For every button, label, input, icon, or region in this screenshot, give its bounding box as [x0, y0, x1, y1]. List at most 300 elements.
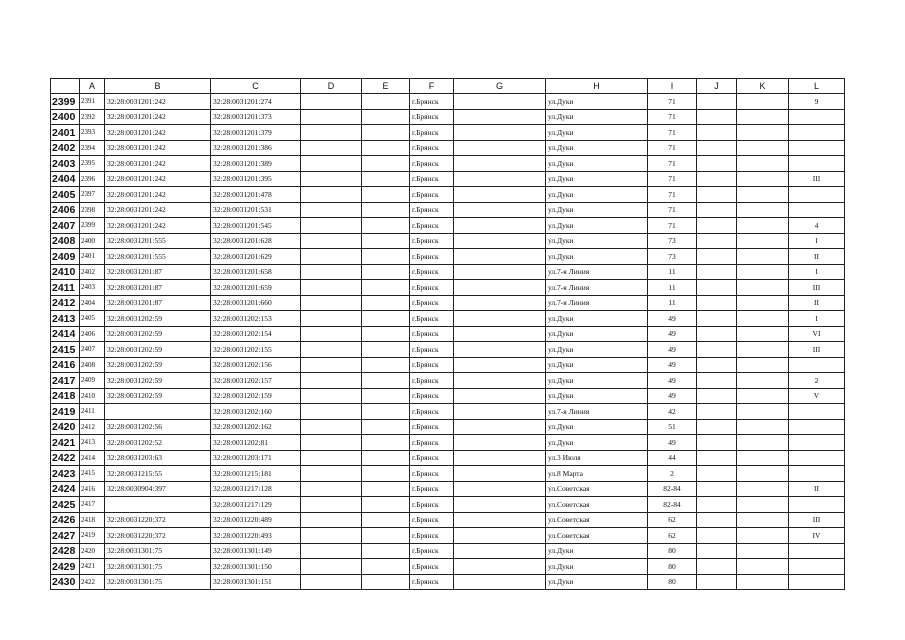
cell-g[interactable]: [454, 357, 546, 373]
cell-e[interactable]: [362, 497, 410, 513]
cell-h[interactable]: ул.Дуки: [546, 559, 648, 575]
row-number[interactable]: 2403: [51, 156, 80, 172]
cell-j[interactable]: [697, 559, 737, 575]
cell-a[interactable]: 2418: [80, 512, 105, 528]
cell-f[interactable]: г.Брянск: [410, 202, 454, 218]
cell-g[interactable]: [454, 574, 546, 590]
cell-a[interactable]: 2419: [80, 528, 105, 544]
cell-h[interactable]: ул.Дуки: [546, 140, 648, 156]
cell-e[interactable]: [362, 528, 410, 544]
cell-j[interactable]: [697, 94, 737, 110]
cell-d[interactable]: [301, 373, 362, 389]
cell-d[interactable]: [301, 171, 362, 187]
cell-b[interactable]: 32:28:0031202:59: [105, 311, 211, 327]
corner-cell[interactable]: [51, 79, 80, 94]
cell-i[interactable]: 62: [648, 512, 697, 528]
cell-g[interactable]: [454, 543, 546, 559]
cell-h[interactable]: ул.Дуки: [546, 311, 648, 327]
cell-c[interactable]: 32:28:0031217:129: [211, 497, 301, 513]
cell-d[interactable]: [301, 342, 362, 358]
cell-k[interactable]: [737, 202, 789, 218]
cell-i[interactable]: 49: [648, 342, 697, 358]
cell-h[interactable]: ул.7-я Линия: [546, 264, 648, 280]
cell-h[interactable]: ул.Дуки: [546, 109, 648, 125]
cell-c[interactable]: 32:28:0031201:379: [211, 125, 301, 141]
cell-g[interactable]: [454, 280, 546, 296]
cell-f[interactable]: г.Брянск: [410, 249, 454, 265]
row-number[interactable]: 2400: [51, 109, 80, 125]
cell-d[interactable]: [301, 388, 362, 404]
cell-f[interactable]: г.Брянск: [410, 512, 454, 528]
cell-e[interactable]: [362, 326, 410, 342]
cell-k[interactable]: [737, 466, 789, 482]
column-header-g[interactable]: G: [454, 79, 546, 94]
cell-k[interactable]: [737, 559, 789, 575]
cell-c[interactable]: 32:28:0031202:81: [211, 435, 301, 451]
cell-e[interactable]: [362, 233, 410, 249]
cell-e[interactable]: [362, 125, 410, 141]
cell-c[interactable]: 32:28:0031201:629: [211, 249, 301, 265]
row-number[interactable]: 2420: [51, 419, 80, 435]
cell-k[interactable]: [737, 233, 789, 249]
cell-d[interactable]: [301, 574, 362, 590]
cell-h[interactable]: ул.Дуки: [546, 94, 648, 110]
cell-g[interactable]: [454, 171, 546, 187]
cell-c[interactable]: 32:28:0031201:658: [211, 264, 301, 280]
cell-c[interactable]: 32:28:0031201:274: [211, 94, 301, 110]
cell-i[interactable]: 80: [648, 543, 697, 559]
cell-j[interactable]: [697, 233, 737, 249]
cell-a[interactable]: 2420: [80, 543, 105, 559]
cell-f[interactable]: г.Брянск: [410, 156, 454, 172]
row-number[interactable]: 2419: [51, 404, 80, 420]
cell-b[interactable]: 32:28:0030904:397: [105, 481, 211, 497]
cell-e[interactable]: [362, 280, 410, 296]
cell-c[interactable]: 32:28:0031301:150: [211, 559, 301, 575]
cell-g[interactable]: [454, 466, 546, 482]
cell-d[interactable]: [301, 280, 362, 296]
cell-d[interactable]: [301, 109, 362, 125]
cell-j[interactable]: [697, 249, 737, 265]
cell-c[interactable]: 32:28:0031202:155: [211, 342, 301, 358]
cell-e[interactable]: [362, 559, 410, 575]
cell-k[interactable]: [737, 450, 789, 466]
cell-l[interactable]: III: [789, 280, 845, 296]
cell-l[interactable]: I: [789, 311, 845, 327]
cell-d[interactable]: [301, 311, 362, 327]
cell-j[interactable]: [697, 574, 737, 590]
cell-f[interactable]: г.Брянск: [410, 481, 454, 497]
cell-i[interactable]: 2: [648, 466, 697, 482]
cell-e[interactable]: [362, 574, 410, 590]
cell-e[interactable]: [362, 342, 410, 358]
cell-d[interactable]: [301, 435, 362, 451]
row-number[interactable]: 2429: [51, 559, 80, 575]
cell-h[interactable]: ул.Дуки: [546, 202, 648, 218]
cell-c[interactable]: 32:28:0031202:160: [211, 404, 301, 420]
cell-b[interactable]: 32:28:0031201:87: [105, 295, 211, 311]
cell-d[interactable]: [301, 528, 362, 544]
cell-a[interactable]: 2394: [80, 140, 105, 156]
cell-l[interactable]: [789, 109, 845, 125]
cell-f[interactable]: г.Брянск: [410, 528, 454, 544]
cell-l[interactable]: [789, 435, 845, 451]
cell-f[interactable]: г.Брянск: [410, 233, 454, 249]
row-number[interactable]: 2410: [51, 264, 80, 280]
cell-h[interactable]: ул.Дуки: [546, 373, 648, 389]
cell-a[interactable]: 2416: [80, 481, 105, 497]
cell-j[interactable]: [697, 295, 737, 311]
cell-g[interactable]: [454, 373, 546, 389]
cell-k[interactable]: [737, 404, 789, 420]
cell-c[interactable]: 32:28:0031201:531: [211, 202, 301, 218]
cell-h[interactable]: ул.Дуки: [546, 326, 648, 342]
cell-b[interactable]: 32:28:0031202:59: [105, 326, 211, 342]
cell-a[interactable]: 2406: [80, 326, 105, 342]
cell-l[interactable]: III: [789, 342, 845, 358]
cell-c[interactable]: 32:28:0031201:389: [211, 156, 301, 172]
cell-e[interactable]: [362, 543, 410, 559]
cell-i[interactable]: 49: [648, 373, 697, 389]
cell-c[interactable]: 32:28:0031301:151: [211, 574, 301, 590]
cell-j[interactable]: [697, 481, 737, 497]
cell-l[interactable]: [789, 404, 845, 420]
cell-j[interactable]: [697, 311, 737, 327]
row-number[interactable]: 2407: [51, 218, 80, 234]
cell-b[interactable]: 32:28:0031203:63: [105, 450, 211, 466]
cell-a[interactable]: 2411: [80, 404, 105, 420]
cell-f[interactable]: г.Брянск: [410, 419, 454, 435]
cell-c[interactable]: 32:28:0031201:386: [211, 140, 301, 156]
cell-b[interactable]: 32:28:0031201:555: [105, 233, 211, 249]
cell-f[interactable]: г.Брянск: [410, 435, 454, 451]
cell-b[interactable]: 32:28:0031202:56: [105, 419, 211, 435]
row-number[interactable]: 2425: [51, 497, 80, 513]
column-header-f[interactable]: F: [410, 79, 454, 94]
cell-c[interactable]: 32:28:0031202:162: [211, 419, 301, 435]
cell-c[interactable]: 32:28:0031220:489: [211, 512, 301, 528]
cell-d[interactable]: [301, 187, 362, 203]
cell-l[interactable]: 9: [789, 94, 845, 110]
cell-f[interactable]: г.Брянск: [410, 466, 454, 482]
cell-a[interactable]: 2422: [80, 574, 105, 590]
cell-g[interactable]: [454, 187, 546, 203]
cell-a[interactable]: 2407: [80, 342, 105, 358]
cell-k[interactable]: [737, 497, 789, 513]
cell-l[interactable]: I: [789, 233, 845, 249]
cell-l[interactable]: [789, 543, 845, 559]
cell-j[interactable]: [697, 125, 737, 141]
cell-i[interactable]: 11: [648, 280, 697, 296]
cell-f[interactable]: г.Брянск: [410, 326, 454, 342]
cell-e[interactable]: [362, 373, 410, 389]
cell-h[interactable]: ул.Дуки: [546, 357, 648, 373]
cell-g[interactable]: [454, 481, 546, 497]
cell-j[interactable]: [697, 342, 737, 358]
cell-i[interactable]: 71: [648, 125, 697, 141]
cell-k[interactable]: [737, 218, 789, 234]
cell-i[interactable]: 73: [648, 249, 697, 265]
cell-b[interactable]: 32:28:0031201:242: [105, 187, 211, 203]
cell-j[interactable]: [697, 156, 737, 172]
cell-g[interactable]: [454, 404, 546, 420]
column-header-e[interactable]: E: [362, 79, 410, 94]
cell-j[interactable]: [697, 264, 737, 280]
cell-d[interactable]: [301, 481, 362, 497]
cell-c[interactable]: 32:28:0031201:659: [211, 280, 301, 296]
cell-d[interactable]: [301, 543, 362, 559]
cell-e[interactable]: [362, 187, 410, 203]
cell-a[interactable]: 2415: [80, 466, 105, 482]
cell-c[interactable]: 32:28:0031201:545: [211, 218, 301, 234]
column-header-i[interactable]: I: [648, 79, 697, 94]
row-number[interactable]: 2401: [51, 125, 80, 141]
cell-d[interactable]: [301, 466, 362, 482]
cell-k[interactable]: [737, 435, 789, 451]
cell-g[interactable]: [454, 109, 546, 125]
cell-d[interactable]: [301, 202, 362, 218]
cell-e[interactable]: [362, 109, 410, 125]
cell-c[interactable]: 32:28:0031202:153: [211, 311, 301, 327]
cell-h[interactable]: ул.Дуки: [546, 543, 648, 559]
cell-g[interactable]: [454, 311, 546, 327]
cell-b[interactable]: 32:28:0031201:242: [105, 94, 211, 110]
cell-b[interactable]: [105, 404, 211, 420]
row-number[interactable]: 2404: [51, 171, 80, 187]
cell-f[interactable]: г.Брянск: [410, 543, 454, 559]
column-header-c[interactable]: C: [211, 79, 301, 94]
cell-f[interactable]: г.Брянск: [410, 140, 454, 156]
cell-g[interactable]: [454, 528, 546, 544]
cell-b[interactable]: 32:28:0031201:87: [105, 280, 211, 296]
row-number[interactable]: 2417: [51, 373, 80, 389]
row-number[interactable]: 2416: [51, 357, 80, 373]
cell-i[interactable]: 49: [648, 357, 697, 373]
cell-i[interactable]: 49: [648, 435, 697, 451]
cell-l[interactable]: 2: [789, 373, 845, 389]
cell-l[interactable]: [789, 357, 845, 373]
cell-a[interactable]: 2402: [80, 264, 105, 280]
cell-i[interactable]: 71: [648, 171, 697, 187]
cell-c[interactable]: 32:28:0031201:660: [211, 295, 301, 311]
cell-l[interactable]: I: [789, 264, 845, 280]
cell-k[interactable]: [737, 419, 789, 435]
cell-j[interactable]: [697, 528, 737, 544]
row-number[interactable]: 2413: [51, 311, 80, 327]
cell-g[interactable]: [454, 512, 546, 528]
cell-g[interactable]: [454, 497, 546, 513]
cell-e[interactable]: [362, 466, 410, 482]
cell-e[interactable]: [362, 357, 410, 373]
cell-g[interactable]: [454, 326, 546, 342]
cell-j[interactable]: [697, 171, 737, 187]
cell-f[interactable]: г.Брянск: [410, 450, 454, 466]
cell-d[interactable]: [301, 156, 362, 172]
cell-k[interactable]: [737, 528, 789, 544]
cell-a[interactable]: 2401: [80, 249, 105, 265]
cell-c[interactable]: 32:28:0031201:478: [211, 187, 301, 203]
cell-h[interactable]: ул.Советская: [546, 481, 648, 497]
cell-l[interactable]: [789, 574, 845, 590]
row-number[interactable]: 2399: [51, 94, 80, 110]
cell-g[interactable]: [454, 559, 546, 575]
cell-e[interactable]: [362, 140, 410, 156]
cell-b[interactable]: 32:28:0031202:59: [105, 342, 211, 358]
cell-b[interactable]: 32:28:0031301:75: [105, 574, 211, 590]
cell-i[interactable]: 73: [648, 233, 697, 249]
cell-c[interactable]: 32:28:0031203:171: [211, 450, 301, 466]
cell-i[interactable]: 11: [648, 264, 697, 280]
cell-a[interactable]: 2410: [80, 388, 105, 404]
cell-e[interactable]: [362, 264, 410, 280]
cell-g[interactable]: [454, 125, 546, 141]
cell-g[interactable]: [454, 233, 546, 249]
cell-i[interactable]: 71: [648, 218, 697, 234]
cell-h[interactable]: ул.Дуки: [546, 249, 648, 265]
cell-j[interactable]: [697, 388, 737, 404]
cell-l[interactable]: [789, 419, 845, 435]
cell-i[interactable]: 71: [648, 202, 697, 218]
cell-g[interactable]: [454, 140, 546, 156]
cell-d[interactable]: [301, 94, 362, 110]
cell-a[interactable]: 2392: [80, 109, 105, 125]
cell-l[interactable]: [789, 497, 845, 513]
cell-g[interactable]: [454, 202, 546, 218]
cell-j[interactable]: [697, 187, 737, 203]
cell-h[interactable]: ул.Дуки: [546, 342, 648, 358]
cell-j[interactable]: [697, 218, 737, 234]
cell-e[interactable]: [362, 171, 410, 187]
cell-l[interactable]: III: [789, 512, 845, 528]
cell-l[interactable]: [789, 125, 845, 141]
cell-g[interactable]: [454, 295, 546, 311]
row-number[interactable]: 2426: [51, 512, 80, 528]
cell-i[interactable]: 51: [648, 419, 697, 435]
cell-i[interactable]: 62: [648, 528, 697, 544]
cell-i[interactable]: 71: [648, 109, 697, 125]
column-header-a[interactable]: A: [80, 79, 105, 94]
cell-e[interactable]: [362, 295, 410, 311]
cell-c[interactable]: 32:28:0031201:395: [211, 171, 301, 187]
row-number[interactable]: 2405: [51, 187, 80, 203]
cell-k[interactable]: [737, 171, 789, 187]
cell-b[interactable]: 32:28:0031201:242: [105, 218, 211, 234]
cell-f[interactable]: г.Брянск: [410, 342, 454, 358]
row-number[interactable]: 2408: [51, 233, 80, 249]
cell-i[interactable]: 80: [648, 559, 697, 575]
column-header-d[interactable]: D: [301, 79, 362, 94]
cell-f[interactable]: г.Брянск: [410, 109, 454, 125]
cell-j[interactable]: [697, 326, 737, 342]
cell-i[interactable]: 49: [648, 311, 697, 327]
cell-d[interactable]: [301, 249, 362, 265]
cell-c[interactable]: 32:28:0031215:181: [211, 466, 301, 482]
cell-f[interactable]: г.Брянск: [410, 388, 454, 404]
row-number[interactable]: 2418: [51, 388, 80, 404]
cell-e[interactable]: [362, 450, 410, 466]
cell-g[interactable]: [454, 264, 546, 280]
cell-d[interactable]: [301, 125, 362, 141]
cell-f[interactable]: г.Брянск: [410, 357, 454, 373]
cell-h[interactable]: ул.Дуки: [546, 187, 648, 203]
cell-f[interactable]: г.Брянск: [410, 171, 454, 187]
cell-a[interactable]: 2396: [80, 171, 105, 187]
cell-f[interactable]: г.Брянск: [410, 280, 454, 296]
cell-h[interactable]: ул.Советская: [546, 512, 648, 528]
row-number[interactable]: 2409: [51, 249, 80, 265]
cell-a[interactable]: 2397: [80, 187, 105, 203]
cell-b[interactable]: 32:28:0031202:59: [105, 373, 211, 389]
cell-e[interactable]: [362, 481, 410, 497]
cell-d[interactable]: [301, 497, 362, 513]
cell-d[interactable]: [301, 264, 362, 280]
cell-h[interactable]: ул.Дуки: [546, 388, 648, 404]
cell-b[interactable]: 32:28:0031301:75: [105, 559, 211, 575]
cell-l[interactable]: III: [789, 171, 845, 187]
cell-d[interactable]: [301, 512, 362, 528]
cell-g[interactable]: [454, 249, 546, 265]
cell-b[interactable]: 32:28:0031201:242: [105, 140, 211, 156]
cell-b[interactable]: 32:28:0031201:555: [105, 249, 211, 265]
cell-a[interactable]: 2400: [80, 233, 105, 249]
cell-b[interactable]: 32:28:0031201:242: [105, 202, 211, 218]
cell-e[interactable]: [362, 218, 410, 234]
cell-h[interactable]: ул.Дуки: [546, 419, 648, 435]
cell-k[interactable]: [737, 357, 789, 373]
cell-b[interactable]: 32:28:0031201:242: [105, 125, 211, 141]
cell-l[interactable]: [789, 140, 845, 156]
cell-h[interactable]: ул.3 Июля: [546, 450, 648, 466]
cell-i[interactable]: 71: [648, 94, 697, 110]
row-number[interactable]: 2412: [51, 295, 80, 311]
cell-d[interactable]: [301, 140, 362, 156]
cell-b[interactable]: 32:28:0031220:372: [105, 512, 211, 528]
cell-k[interactable]: [737, 342, 789, 358]
row-number[interactable]: 2411: [51, 280, 80, 296]
cell-c[interactable]: 32:28:0031202:157: [211, 373, 301, 389]
cell-e[interactable]: [362, 156, 410, 172]
row-number[interactable]: 2415: [51, 342, 80, 358]
row-number[interactable]: 2422: [51, 450, 80, 466]
cell-l[interactable]: VI: [789, 326, 845, 342]
column-header-j[interactable]: J: [697, 79, 737, 94]
cell-a[interactable]: 2408: [80, 357, 105, 373]
cell-h[interactable]: ул.Дуки: [546, 171, 648, 187]
cell-f[interactable]: г.Брянск: [410, 404, 454, 420]
cell-h[interactable]: ул.Советская: [546, 497, 648, 513]
cell-e[interactable]: [362, 388, 410, 404]
row-number[interactable]: 2414: [51, 326, 80, 342]
row-number[interactable]: 2406: [51, 202, 80, 218]
cell-f[interactable]: г.Брянск: [410, 559, 454, 575]
cell-a[interactable]: 2399: [80, 218, 105, 234]
cell-k[interactable]: [737, 311, 789, 327]
cell-k[interactable]: [737, 156, 789, 172]
cell-j[interactable]: [697, 497, 737, 513]
cell-k[interactable]: [737, 326, 789, 342]
cell-i[interactable]: 80: [648, 574, 697, 590]
cell-h[interactable]: ул.Дуки: [546, 218, 648, 234]
cell-h[interactable]: ул.7-я Линия: [546, 404, 648, 420]
cell-l[interactable]: 4: [789, 218, 845, 234]
cell-c[interactable]: 32:28:0031202:159: [211, 388, 301, 404]
cell-a[interactable]: 2391: [80, 94, 105, 110]
cell-l[interactable]: [789, 466, 845, 482]
cell-g[interactable]: [454, 94, 546, 110]
cell-g[interactable]: [454, 388, 546, 404]
cell-f[interactable]: г.Брянск: [410, 187, 454, 203]
column-header-l[interactable]: L: [789, 79, 845, 94]
